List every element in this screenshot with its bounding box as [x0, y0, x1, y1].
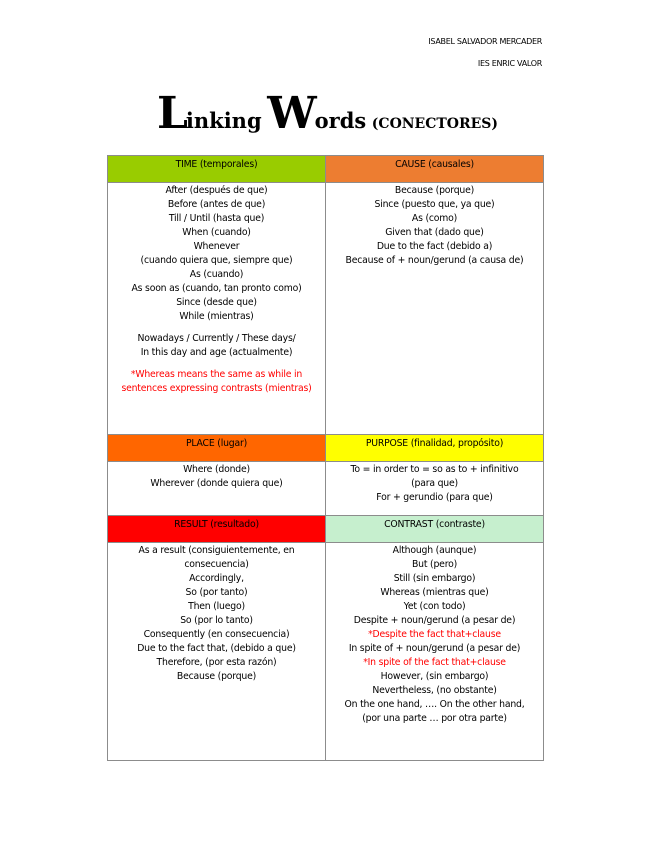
list-item: In this day and age (actualmente): [140, 347, 293, 358]
list-item: As (como): [411, 213, 458, 224]
list-item: Consequently (en consecuencia): [143, 629, 290, 640]
cell-result: [108, 543, 326, 761]
page-title: [0, 88, 655, 139]
list-item: Although (aunque): [392, 545, 477, 556]
list-item: Yet (con todo): [403, 601, 466, 612]
list-item: Since (puesto que, ya que): [374, 199, 495, 210]
list-item: Nevertheless, (no obstante): [372, 685, 497, 696]
title-word-ords: ords: [314, 108, 367, 133]
list-item: On the one hand, …. On the other hand,: [344, 699, 525, 710]
list-item: Because (porque): [394, 185, 475, 196]
list-item: For + gerundio (para que): [376, 492, 493, 503]
list-item: Therefore, (por esta razón): [156, 657, 277, 668]
result-list: [110, 544, 323, 684]
list-item: As a result (consiguientemente, en: [138, 545, 295, 556]
heading-cause: CAUSE (causales): [326, 156, 544, 183]
list-item: Due to the fact (debido a): [376, 241, 493, 252]
list-item: However, (sin embargo): [380, 671, 489, 682]
cell-time: [108, 183, 326, 435]
list-item: Before (antes de que): [167, 199, 266, 210]
list-item: After (después de que): [165, 185, 268, 196]
list-item: Given that (dado que): [385, 227, 484, 238]
list-item: Because (porque): [176, 671, 257, 682]
school-name: IES ENRIC VALOR: [477, 59, 542, 68]
list-item: As (cuando): [189, 269, 244, 280]
list-item: Where (donde): [183, 464, 250, 475]
heading-purpose: PURPOSE (finalidad, propósito): [326, 435, 544, 462]
list-item: Accordingly,: [189, 573, 244, 584]
heading-contrast: CONTRAST (contraste): [326, 516, 544, 543]
list-item: Because of + noun/gerund (a causa de): [345, 255, 524, 266]
list-item: While (mientras): [179, 311, 254, 322]
heading-place: PLACE (lugar): [108, 435, 326, 462]
author-name: ISABEL SALVADOR MERCADER: [428, 37, 542, 46]
heading-time: TIME (temporales): [108, 156, 326, 183]
list-item: *In spite of the fact that+clause: [363, 657, 506, 668]
title-letter-l: L: [156, 88, 186, 139]
list-item: Despite + noun/gerund (a pesar de): [353, 615, 516, 626]
list-item: When (cuando): [182, 227, 251, 238]
list-item: (cuando quiera que, siempre que): [140, 255, 293, 266]
list-item: But (pero): [411, 559, 458, 570]
contrast-list: [328, 544, 541, 726]
list-item: So (por tanto): [185, 587, 248, 598]
cause-list: [328, 184, 541, 268]
list-item: So (por lo tanto): [180, 615, 253, 626]
list-item: sentences expressing contrasts (mientras): [121, 383, 312, 394]
purpose-list: [328, 463, 541, 505]
list-item: (por una parte … por otra parte): [362, 713, 507, 724]
list-item: In spite of + noun/gerund (a pesar de): [348, 643, 521, 654]
cell-purpose: [326, 462, 544, 516]
time-extra-list: [110, 332, 323, 360]
list-item: (para que): [411, 478, 458, 489]
cell-place: [108, 462, 326, 516]
list-item: Due to the fact that, (debido a que): [137, 643, 296, 654]
time-list: [110, 184, 323, 324]
list-item: Whereas (mientras que): [380, 587, 489, 598]
time-note: [110, 368, 323, 396]
list-item: Till / Until (hasta que): [168, 213, 265, 224]
heading-result: RESULT (resultado): [108, 516, 326, 543]
title-word-inking: inking: [185, 108, 262, 133]
title-letter-w: W: [267, 88, 315, 139]
list-item: Whenever: [193, 241, 240, 252]
linking-words-table: [107, 155, 544, 761]
list-item: Since (desde que): [176, 297, 257, 308]
list-item: Then (luego): [188, 601, 245, 612]
list-item: Wherever (donde quiera que): [150, 478, 283, 489]
list-item: Still (sin embargo): [393, 573, 476, 584]
title-subtitle: (CONECTORES): [371, 116, 499, 132]
list-item: To = in order to = so as to + infinitivo: [350, 464, 519, 475]
list-item: Nowadays / Currently / These days/: [137, 333, 296, 344]
list-item: consecuencia): [184, 559, 249, 570]
cell-contrast: [326, 543, 544, 761]
place-list: [110, 463, 323, 491]
list-item: *Despite the fact that+clause: [368, 629, 501, 640]
list-item: *Whereas means the same as while in: [130, 369, 303, 380]
cell-cause: [326, 183, 544, 435]
list-item: As soon as (cuando, tan pronto como): [131, 283, 302, 294]
